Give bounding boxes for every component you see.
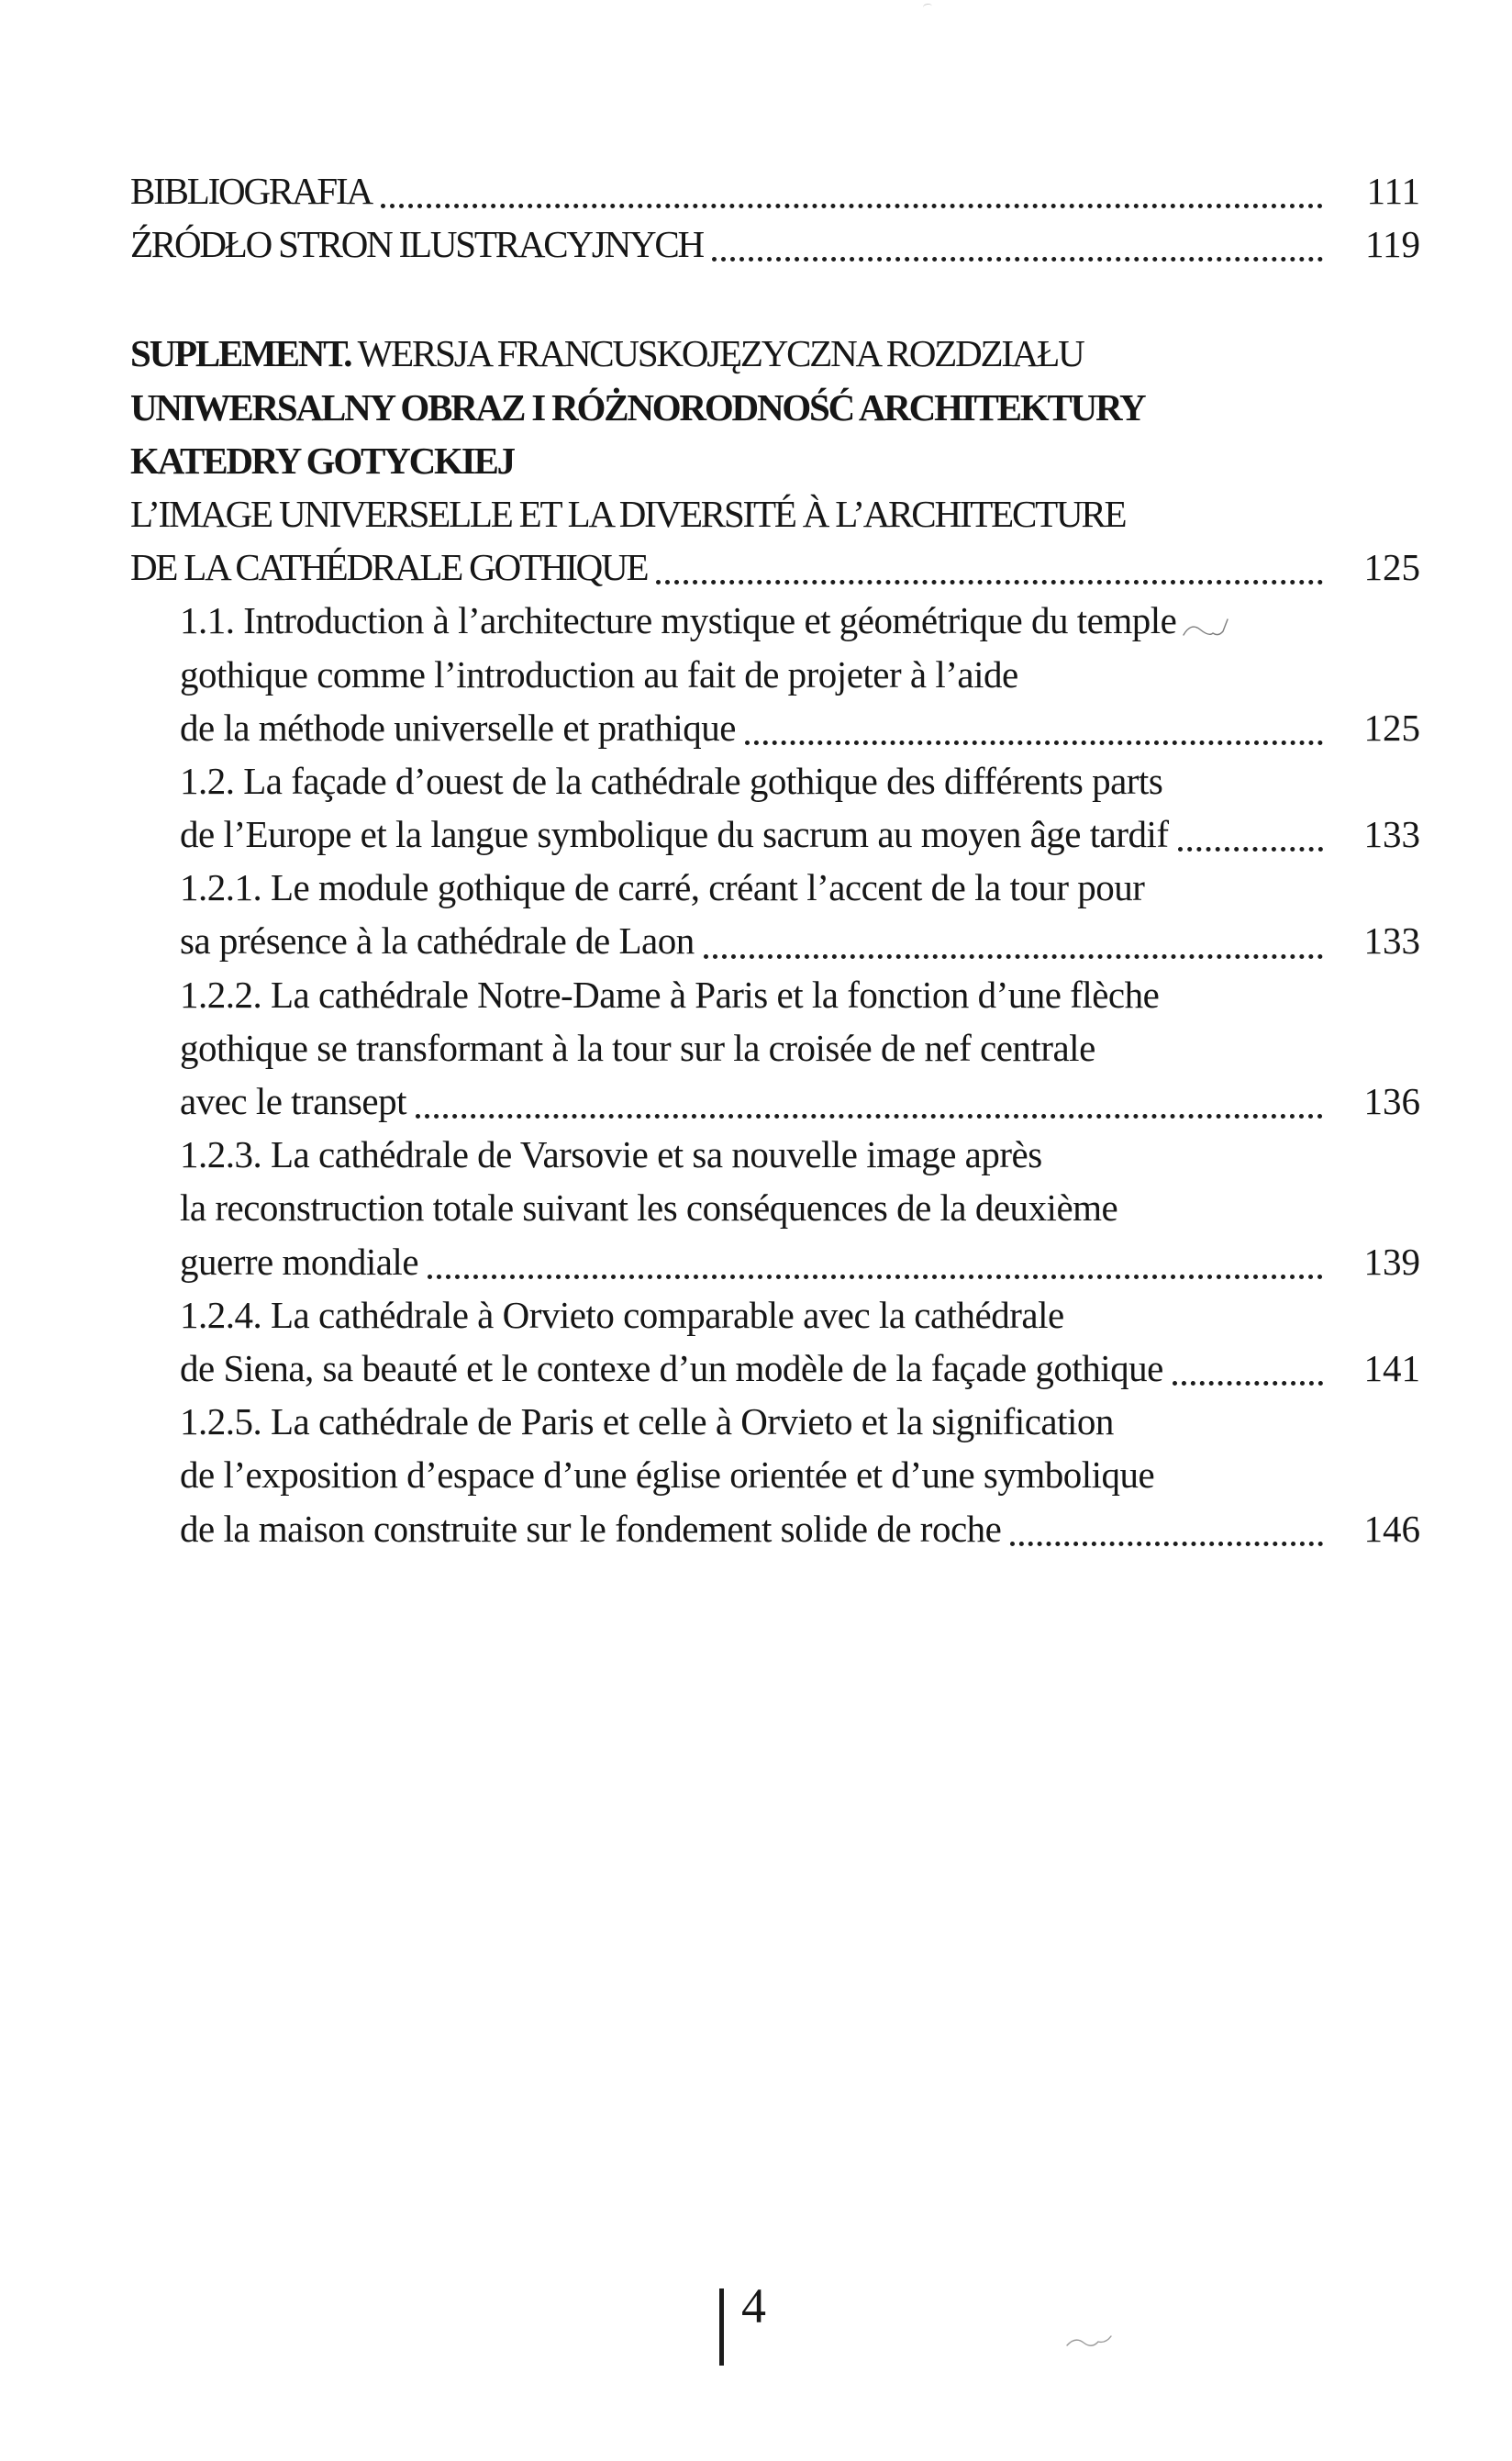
toc-page-number: 146 xyxy=(1363,1507,1420,1550)
toc-page-number: 133 xyxy=(1363,813,1420,856)
dot-leader xyxy=(416,1114,1323,1119)
toc-line xyxy=(130,1399,1420,1453)
toc-line xyxy=(130,1293,1420,1346)
toc-text: de l’Europe et la langue symbolique du sacrum au moyen âge tardif xyxy=(180,813,1169,856)
toc-line xyxy=(130,973,1420,1026)
toc-text: 1.2.2. La cathédrale Notre-Dame à Paris et la fonction d’une flèche xyxy=(180,973,1160,1016)
dot-leader xyxy=(1178,847,1323,852)
toc-line xyxy=(130,706,1420,759)
toc-line xyxy=(130,492,1420,545)
toc-text: guerre mondiale xyxy=(180,1240,419,1283)
table-of-contents xyxy=(130,169,1420,1560)
toc-text: de la méthode universelle et prathique xyxy=(180,706,737,749)
toc-line xyxy=(130,652,1420,706)
toc-text: DE LA CATHÉDRALE GOTHIQUE xyxy=(130,546,648,589)
dot-leader xyxy=(428,1275,1323,1279)
toc-line xyxy=(130,439,1420,492)
toc-page-number: 141 xyxy=(1363,1346,1420,1389)
toc-text: la reconstruction totale suivant les conséquences de la deuxième xyxy=(180,1186,1118,1230)
toc-line xyxy=(130,865,1420,919)
dot-leader xyxy=(381,204,1323,208)
toc-text: de la maison construite sur le fondement solide de roche xyxy=(180,1507,1002,1550)
dot-leader xyxy=(712,257,1323,262)
toc-text: 1.2.4. La cathédrale à Orvieto comparable avec la cathédrale xyxy=(180,1293,1064,1336)
toc-text: ŹRÓDŁO STRON ILUSTRACYJNYCH xyxy=(130,223,703,266)
toc-text: 1.2.5. La cathédrale de Paris et celle à Orvieto et la signification xyxy=(180,1400,1114,1443)
toc-line xyxy=(130,1026,1420,1079)
toc-line xyxy=(130,545,1420,598)
toc-page-number: 125 xyxy=(1363,706,1420,749)
toc-text: 1.2.3. La cathédrale de Varsovie et sa nouvelle image après xyxy=(180,1133,1042,1176)
toc-text: L’IMAGE UNIVERSELLE ET LA DIVERSITÉ À L’ARCHITECTURE xyxy=(130,492,1126,535)
toc-line xyxy=(130,1079,1420,1132)
toc-line xyxy=(130,1507,1420,1560)
dot-leader xyxy=(745,741,1323,745)
ink-squiggle-artifact xyxy=(1064,2331,1128,2356)
toc-text-bold: UNIWERSALNY OBRAZ I RÓŻNORODNOŚĆ ARCHITEKTURY xyxy=(130,385,1145,429)
toc-line xyxy=(130,919,1420,972)
toc-line xyxy=(130,222,1420,275)
dot-leader xyxy=(656,580,1323,585)
toc-text: de Siena, sa beauté et le contexe d’un modèle de la façade gothique xyxy=(180,1346,1163,1389)
page-number: 4 xyxy=(741,2278,766,2333)
toc-line xyxy=(130,598,1420,651)
toc-text: 1.2. La façade d’ouest de la cathédrale gothique des différents parts xyxy=(180,759,1163,802)
toc-line xyxy=(130,1240,1420,1293)
toc-text: BIBLIOGRAFIA xyxy=(130,170,372,212)
toc-text: avec le transept xyxy=(180,1080,406,1122)
dot-leader xyxy=(1010,1542,1323,1546)
toc-page-number: 136 xyxy=(1363,1080,1420,1122)
toc-text: sa présence à la cathédrale de Laon xyxy=(180,919,695,963)
toc-text: WERSJA FRANCUSKOJĘZYCZNA ROZDZIAŁU xyxy=(350,332,1084,375)
toc-line xyxy=(130,1346,1420,1399)
toc-text-bold: KATEDRY GOTYCKIEJ xyxy=(130,439,514,482)
scan-speck-artifact xyxy=(923,3,933,10)
toc-text: 1.2.1. Le module gothique de carré, créant l’accent de la tour pour xyxy=(180,866,1145,909)
toc-line xyxy=(130,1132,1420,1186)
toc-text: de l’exposition d’espace d’une église orientée et d’une symbolique xyxy=(180,1453,1155,1497)
toc-text: 1.1. Introduction à l’architecture mystique et géométrique du temple xyxy=(180,599,1177,642)
toc-page-number: 133 xyxy=(1363,919,1420,963)
dot-leader xyxy=(1173,1381,1323,1386)
toc-page-number: 125 xyxy=(1363,546,1420,589)
toc-line xyxy=(130,1453,1420,1506)
toc-line xyxy=(130,759,1420,812)
toc-page-number: 119 xyxy=(1365,223,1420,266)
toc-line xyxy=(130,169,1420,222)
toc-line xyxy=(130,385,1420,439)
toc-line xyxy=(130,331,1420,384)
toc-line xyxy=(130,812,1420,865)
toc-page-number: 111 xyxy=(1366,170,1420,212)
toc-line xyxy=(130,1186,1420,1239)
ink-squiggle-artifact xyxy=(1182,618,1232,645)
toc-text-bold: SUPLEMENT. xyxy=(130,332,351,375)
dot-leader xyxy=(704,954,1323,959)
toc-page-number: 139 xyxy=(1363,1240,1420,1283)
footer-rule xyxy=(719,2288,724,2366)
toc-text: gothique comme l’introduction au fait de projeter à l’aide xyxy=(180,652,1018,696)
toc-text: gothique se transformant à la tour sur la croisée de nef centrale xyxy=(180,1026,1095,1069)
